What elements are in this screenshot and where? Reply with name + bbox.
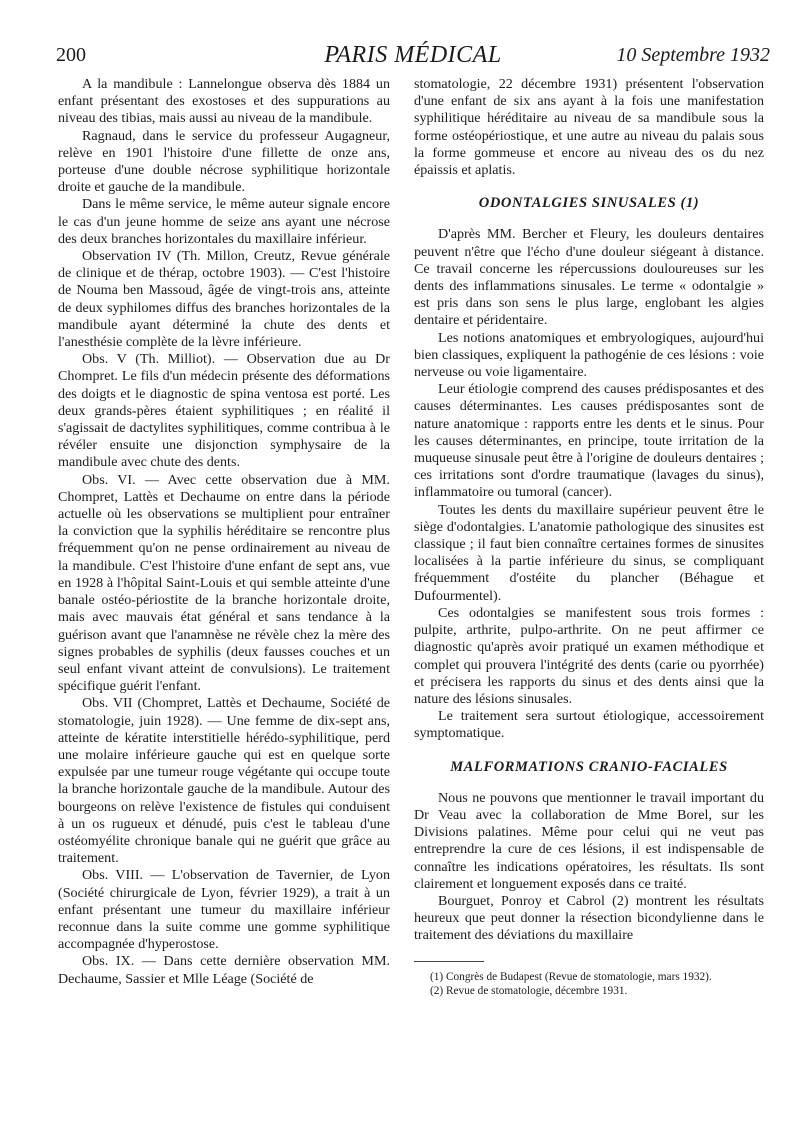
paragraph: Dans le même service, le même auteur signale encore le cas d'un jeune homme de seize ans ayant une nécrose des deux branches horizontales du maxillaire inférieur. — [58, 196, 390, 247]
observation-vii: Obs. VII (Chompret, Lattès et Dechaume, Société de stomatologie, juin 1928). — Une femme de dix-sept ans, atteinte de kératite interstitielle hérédo-syphilitique, perd une molaire inférieure gauche qui est en quelque sorte expulsée par une tumeur rouge végétante qui occupe toute la branche horizontale gauche de la mandibule. Autour des bourgeons on relève l'existence de fistules qui conduisent à un os rugueux et dénudé, puis c'est le tableau d'une ostéomyélite chronique banale qui ne guérit que grâce au traitement. — [58, 695, 390, 867]
observation-v: Obs. V (Th. Milliot). — Observation due au Dr Chompret. Le fils d'un médecin présente des déformations des doigts et le diagnostic de spina ventosa est porté. Les deux grands-pères étaient syphilitiques ; en réalité il s'agissait de dactylites syphilitiques, comme contribua à le révéler ensuite une disjonction symphysaire de la mandibule avec chute des dents. — [58, 351, 390, 471]
footnote-divider — [414, 961, 484, 962]
page-number: 200 — [56, 44, 86, 66]
paragraph: Ces odontalgies se manifestent sous trois formes : pulpite, arthrite, pulpo-arthrite. On ne peut affirmer ce diagnostic qu'après avoir pratiqué un examen méthodique et complet qui prouvera l'intégrité des dents (carie ou pyorrhée) et précisera les rapports du sinus et des dents ainsi que la nature des lésions sinusales. — [414, 604, 764, 707]
footnote: (2) Revue de stomatologie, décembre 1931. — [430, 984, 628, 997]
observation-ix: Obs. IX. — Dans cette dernière observation MM. Dechaume, Sassier et Mlle Léage (Société de — [58, 953, 390, 987]
issue-date: 10 Septembre 1932 — [616, 44, 770, 66]
section-heading-odontalgies: ODONTALGIES SINUSALES (1) — [478, 195, 700, 212]
observation-vi: Obs. VI. — Avec cette observation due à MM. Chompret, Lattès et Dechaume on entre dans la période actuelle où les observations se multiplient pour entraîner la conviction que la syphilis héréditaire se rencontre plus fréquemment qu'on ne pense ordinairement au niveau de la mandibule. C'est l'histoire d'une enfant de sept ans, vue en 1928 à l'hôpital Saint-Louis et qui semble atteinte d'une banale ostéo-périostite de la branche horizontale droite, mais avec mauvais état général et sans tendance à la guérison avant que l'anamnèse ne révèle chez la mère des signes probables de syphilis (deux fausses couches et un seul enfant vivant atteint de convulsions). Le traitement spécifique guérit l'enfant. — [58, 471, 390, 695]
section-heading-malformations: MALFORMATIONS CRANIO-FACIALES — [450, 758, 728, 775]
page-header — [56, 40, 770, 74]
paragraph: Bourguet, Ponroy et Cabrol (2) montrent les résultats heureux que peut donner la résection bicondylienne dans le traitement des déviations du maxillaire — [414, 892, 764, 944]
paragraph: Les notions anatomiques et embryologiques, aujourd'hui bien classiques, expliquent la pathogénie de ces lésions : voie nerveuse ou voie ligamentaire. — [414, 329, 764, 381]
observation-viii: Obs. VIII. — L'observation de Tavernier, de Lyon (Société chirurgicale de Lyon, février 1929), a trait à un enfant présentant une tumeur du maxillaire inférieur reconnue dans la suite comme une gomme syphilitique accompagnée d'hyperostose. — [58, 867, 390, 953]
paragraph: Le traitement sera surtout étiologique, accessoirement symptomatique. — [414, 708, 764, 742]
paragraph: Leur étiologie comprend des causes prédisposantes et des causes déterminantes. Les causes prédisposantes sont de nature anatomique : rapports entre les dents et le sinus. Pour les causes déterminantes, en principe, toute irritation de la muqueuse sinusale peut être à l'origine de douleurs dentaires ; ces irritations sont d'ordre traumatique (lavages du sinus), inflammatoire ou tumoral (cancer). — [414, 381, 764, 501]
paragraph: D'après MM. Bercher et Fleury, les douleurs dentaires peuvent n'être que l'écho d'une douleur siégeant à distance. Ce travail concerne les répercussions douloureuses sur les dents des inflammations sinusales. Le terme « odontalgie » est pris dans son sens le plus large, englobant les algies dentaire et péridentaire. — [414, 226, 764, 329]
paragraph: Ragnaud, dans le service du professeur Augagneur, relève en 1901 l'histoire d'une fillette de onze ans, porteuse d'une double nécrose syphilitique horizontale droite et gauche de la mandibule. — [58, 127, 390, 196]
left-column — [58, 76, 390, 988]
paragraph: Nous ne pouvons que mentionner le travail important du Dr Veau avec la collaboration de Mme Borel, sur les Divisions palatines. Même pour celui qui ne veut pas entreprendre la cure de ces lésions, il est indispensable de connaître les indications opératoires, les résultats. Ils sont clairement et longuement exposés dans ce traité. — [414, 789, 764, 892]
observation-iv: Observation IV (Th. Millon, Creutz, Revue générale de clinique et de thérap, octobre 1903). — C'est l'histoire de Nouma ben Massoud, âgée de vingt-trois ans, atteinte de deux syphilomes diffus des branches horizontales de la mandibule ayant déterminé la chute des dents et l'anesthésie complète de la lèvre inférieure. — [58, 248, 390, 351]
paragraph-continuation: stomatologie, 22 décembre 1931) présentent l'observation d'une enfant de six ans ayant à la fois une manifestation syphilitique héréditaire au niveau de sa mandibule sous la forme ostéopériostique, et une autre au niveau du palais sous la forme gommeuse et encore au niveau des os du nez épaissis et aplatis. — [414, 76, 764, 179]
footnote: (1) Congrès de Budapest (Revue de stomatologie, mars 1932). — [430, 970, 712, 983]
paragraph: Toutes les dents du maxillaire supérieur peuvent être le siège d'odontalgies. L'anatomie pathologique des sinusites est classique ; il faut bien connaître certaines formes de sinusites localisées à la partie inférieure du sinus, se compliquant fréquemment d'ostéite du plancher (Béhague et Dufourmentel). — [414, 501, 764, 604]
journal-title: PARIS MÉDICAL — [324, 42, 502, 68]
paragraph: A la mandibule : Lannelongue observa dès 1884 un enfant présentant des exostoses et des suppurations au niveau des tibias, mais aussi au niveau de la mandibule. — [58, 76, 390, 127]
right-column — [414, 76, 764, 998]
